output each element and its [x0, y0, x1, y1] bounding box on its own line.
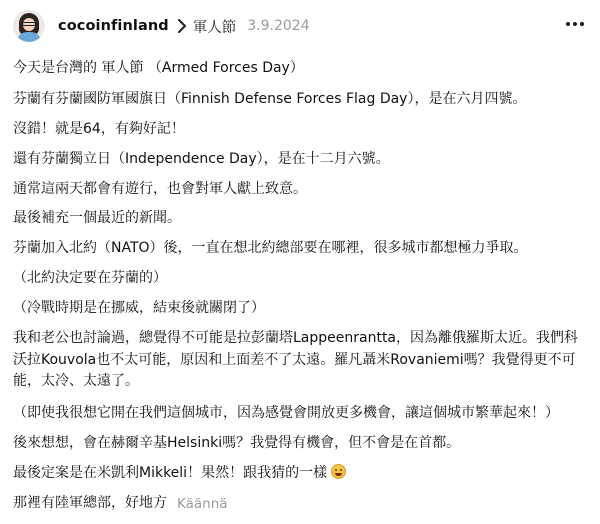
- chevron-right-icon: [177, 19, 187, 33]
- topic-tag[interactable]: 軍人節: [192, 19, 237, 36]
- paragraph: （北約決定要在芬蘭的）: [13, 270, 167, 286]
- post-header: [13, 10, 310, 42]
- paragraph: 沒錯！就是64，有夠好記！: [13, 121, 185, 137]
- paragraph: 還有芬蘭獨立日（Independence Day），是在十二月六號。: [13, 151, 390, 167]
- paragraph: 今天是台灣的 軍人節 （Armed Forces Day）: [13, 60, 304, 76]
- translate-link[interactable]: Käännä: [177, 495, 228, 512]
- paragraph: 那裡有陸軍總部，好地方: [13, 495, 167, 511]
- paragraph-text: 最後定案是在米凱利Mikkeli！果然！跟我猜的一樣: [13, 465, 328, 481]
- paragraph: 我和老公也討論過，總覺得不可能是拉彭蘭塔Lappeenrantta，因為離俄羅斯太近。我們科沃拉Kouvola也不太可能，原因和上面差不了太遠。羅凡聶米Rovaniemi嗎？我覺得更不可能，太冷、太遠了。: [13, 330, 579, 389]
- post-date: 3.9.2024: [247, 18, 310, 34]
- grinning-face-emoji: [331, 464, 346, 479]
- more-options-icon[interactable]: [563, 12, 587, 36]
- paragraph: 後來想想，會在赫爾辛基Helsinki嗎？我覺得有機會，但不會是在首都。: [13, 435, 461, 451]
- paragraph: 芬蘭有芬蘭國防軍國旗日（Finnish Defense Forces Flag Day），是在六月四號。: [13, 91, 527, 107]
- avatar[interactable]: [13, 10, 45, 42]
- paragraph: （冷戰時期是在挪威，結束後就關閉了）: [13, 300, 265, 316]
- paragraph: （即使我很想它開在我們這個城市，因為感覺會開放更多機會，讓這個城市繁華起來！）: [13, 405, 559, 421]
- last-line-row: [13, 493, 228, 514]
- paragraph: 最後補充一個最近的新聞。: [13, 210, 181, 226]
- username[interactable]: cocoinfinland: [58, 18, 169, 34]
- paragraph: 通常這兩天都會有遊行，也會對軍人獻上致意。: [13, 181, 307, 197]
- paragraph: 芬蘭加入北約（NATO）後，一直在想北約總部要在哪裡，很多城市都想極力爭取。: [13, 240, 528, 256]
- paragraph-with-emoji: [13, 463, 346, 484]
